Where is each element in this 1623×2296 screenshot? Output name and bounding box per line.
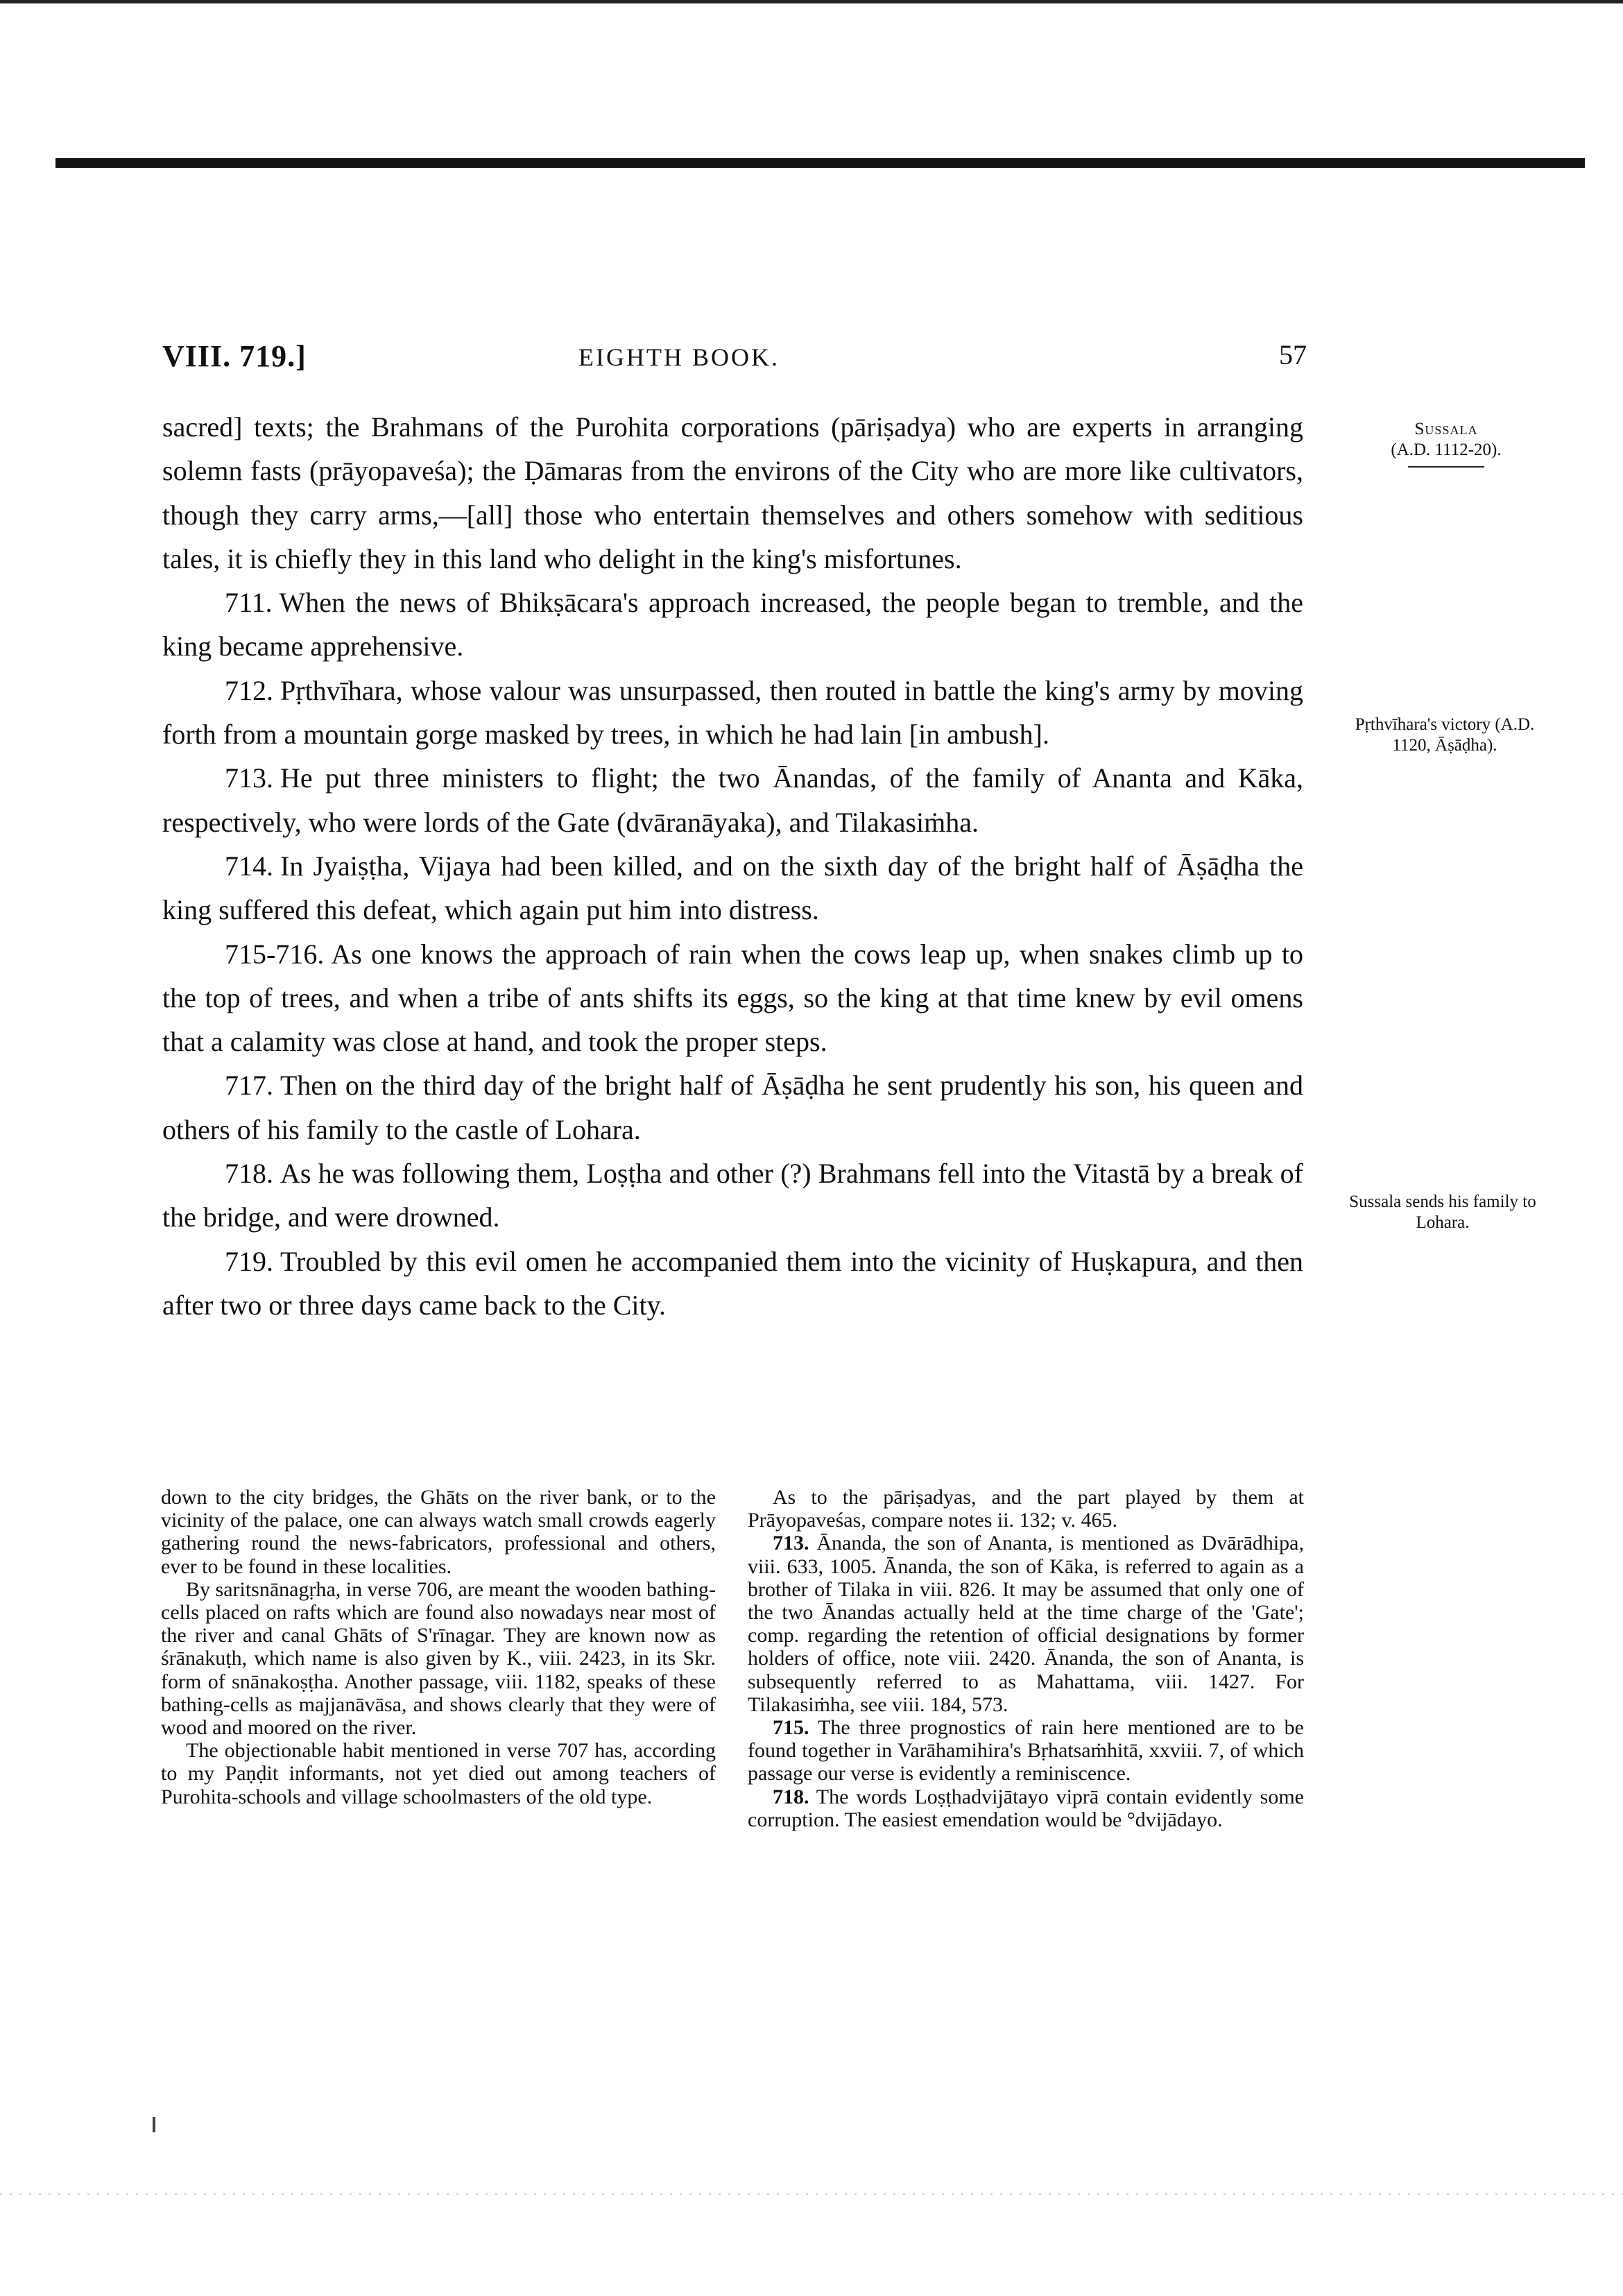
footnote-text: The words Loṣṭhadvijātayo viprā contain evidently some corruption. The easiest emendation would be °dvijādayo. — [748, 1785, 1304, 1831]
footnote-paragraph: By saritsnānagṛha, in verse 706, are meant the wooden bathing-cells placed on rafts which are found also nowadays near most of the river and canal Ghāts of S'rīnagar. They are known now as śrānakuṭh, which name is also given by K., viii. 2423, in its Skr. form of snānakoṣṭha. Another passage, viii. 1182, speaks of these bathing-cells as majjanāvāsa, and shows clearly that they were of wood and moored on the river. — [161, 1577, 716, 1740]
running-head-left: VIII. 719.] — [162, 339, 307, 373]
verse-number: 712. — [225, 674, 273, 706]
verse-number: 718. — [225, 1158, 273, 1190]
page-number: 57 — [1279, 339, 1307, 370]
verse-number: 714. — [225, 850, 273, 882]
margin-note-name: Sussala — [1414, 420, 1478, 438]
footnote-text: The three prognostics of rain here mentioned are to be found together in Varāhamihira's Bṛhatsaṁhitā, xxviii. 7, of which passage our verse is evidently a reminiscence. — [748, 1716, 1304, 1785]
verse-number: 715-716. — [225, 938, 325, 970]
verse-text: Troubled by this evil omen he accompanied them into the vicinity of Huṣkapura, and then after two or three days came back to the City. — [162, 1245, 1303, 1321]
verse-711 — [162, 581, 1303, 669]
verse-text: He put three ministers to flight; the two Ānandas, of the family of Ananta and Kāka, respectively, who were lords of the Gate (dvāranāyaka), and Tilakasiṁha. — [162, 762, 1303, 838]
footnotes-right-column — [748, 1486, 1304, 1831]
footnotes-left-column — [161, 1486, 716, 1808]
margin-note-family-to-lohara: Sussala sends his family to Lohara. — [1349, 1192, 1536, 1232]
footnote-718 — [748, 1785, 1304, 1831]
verse-text: As one knows the approach of rain when the cows leap up, when snakes climb up to the top of trees, and when a tribe of ants shifts its eggs, so the king at that time knew by evil omens that a calamity was close at hand, and took the proper steps. — [162, 938, 1303, 1058]
page-top-edge — [0, 0, 1623, 3]
scan-dotted-line — [0, 2193, 1623, 2195]
verse-714 — [162, 844, 1303, 932]
footnote-paragraph: down to the city bridges, the Ghāts on the river bank, or to the vicinity of the palace, one can always watch small crowds eagerly gathering round the news-fabricators, professional and others, ever to be found in these localities. — [161, 1486, 716, 1578]
scan-speck — [153, 2117, 155, 2132]
verse-number: 717. — [225, 1070, 273, 1102]
margin-note-prthvihara-victory: Pṛthvīhara's victory (A.D. 1120, Āṣāḍha). — [1355, 715, 1535, 755]
margin-note-dates: (A.D. 1112-20). — [1391, 440, 1502, 459]
verse-number: 713. — [225, 762, 273, 794]
footnote-paragraph: The objectionable habit mentioned in verse 707 has, according to my Paṇḍit informants, not yet died out among teachers of Purohita-schools and village schoolmasters of the old type. — [161, 1739, 716, 1808]
footnote-number: 713. — [773, 1532, 809, 1555]
margin-note-underline — [1408, 466, 1484, 468]
margin-note-sussala — [1342, 419, 1550, 468]
paragraph-continued: sacred] texts; the Brahmans of the Purohita corporations (pāriṣadya) who are experts in arranging solemn fasts (prāyopaveśa); the Ḍāmaras from the environs of the City who are more like cultivators, though they carry arms,—[all] those who entertain themselves and others somehow with seditious tales, it is chiefly they in this land who delight in the king's misfortunes. — [162, 411, 1303, 574]
footnote-paragraph: As to the pāriṣadyas, and the part played by them at Prāyopaveśas, compare notes ii. 132; v. 465. — [748, 1486, 1304, 1532]
verse-719 — [162, 1240, 1303, 1328]
verse-text: Then on the third day of the bright half of Āṣāḍha he sent prudently his son, his queen and others of his family to the castle of Lohara. — [162, 1070, 1303, 1145]
verse-712 — [162, 669, 1303, 757]
top-rule — [55, 158, 1585, 168]
verse-718 — [162, 1151, 1303, 1240]
verse-715-716 — [162, 932, 1303, 1064]
verse-number: 711. — [225, 587, 273, 619]
verse-717 — [162, 1063, 1303, 1151]
verse-713 — [162, 756, 1303, 844]
verse-text: As he was following them, Loṣṭha and other (?) Brahmans fell into the Vitastā by a break of the bridge, and were drowned. — [162, 1158, 1303, 1233]
verse-number: 719. — [225, 1245, 273, 1277]
footnote-number: 715. — [773, 1716, 809, 1740]
running-head-title: EIGHTH BOOK. — [578, 343, 780, 371]
footnote-713 — [748, 1532, 1304, 1716]
footnote-text: Ānanda, the son of Ananta, is mentioned as Dvārādhipa, viii. 633, 1005. Ānanda, the son of Kāka, is referred to again as a brother of Tilaka in viii. 826. It may be assumed that only one of the two Ānandas actually held at the time charge of the 'Gate'; comp. regarding the retention of official designations by former holders of office, note viii. 2420. Ānanda, the son of Ananta, is subsequently referred to as Mahattama, viii. 1427. For Tilakasiṁha, see viii. 184, 573. — [748, 1532, 1304, 1716]
footnote-number: 718. — [773, 1785, 809, 1808]
page-header — [162, 339, 1307, 380]
verse-text: Pṛthvīhara, whose valour was unsurpassed, then routed in battle the king's army by moving forth from a mountain gorge masked by trees, in which he had lain [in ambush]. — [162, 674, 1303, 751]
translation-body — [162, 405, 1303, 1327]
verse-text: When the news of Bhikṣācara's approach increased, the people began to tremble, and the king became apprehensive. — [162, 587, 1303, 662]
verse-text: In Jyaiṣṭha, Vijaya had been killed, and on the sixth day of the bright half of Āṣāḍha the king suffered this defeat, which again put him into distress. — [162, 850, 1303, 926]
footnote-715 — [748, 1716, 1304, 1785]
